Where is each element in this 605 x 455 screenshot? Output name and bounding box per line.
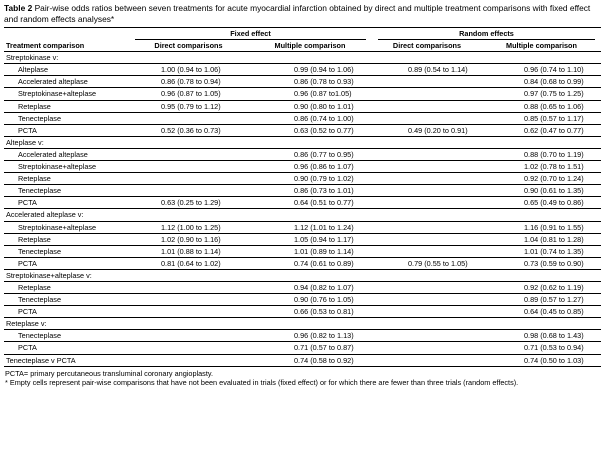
section-header-row <box>4 269 601 281</box>
comparison-name: Alteplase <box>4 64 129 76</box>
random-direct-cell: 0.49 (0.20 to 0.91) <box>372 124 482 136</box>
random-direct-cell <box>372 112 482 124</box>
comparison-name: PCTA <box>4 342 129 354</box>
comparison-name: Tenecteplase <box>4 294 129 306</box>
fixed-direct-cell <box>129 112 248 124</box>
fixed-direct-cell: 1.12 (1.00 to 1.25) <box>129 221 248 233</box>
comparison-name: PCTA <box>4 124 129 136</box>
fixed-multiple-cell: 0.64 (0.51 to 0.77) <box>248 197 372 209</box>
random-direct-cell <box>372 330 482 342</box>
random-direct-cell <box>372 233 482 245</box>
table-row <box>4 161 601 173</box>
random-multiple-cell: 0.88 (0.65 to 1.06) <box>482 100 601 112</box>
fixed-multiple-cell: 0.90 (0.79 to 1.02) <box>248 173 372 185</box>
random-direct-cell <box>372 354 482 366</box>
fixed-direct-cell: 0.81 (0.64 to 1.02) <box>129 257 248 269</box>
fixed-multiple-cell: 0.74 (0.58 to 0.92) <box>248 354 372 366</box>
fixed-multiple-cell: 0.96 (0.87 to1.05) <box>248 88 372 100</box>
random-multiple-cell: 0.74 (0.50 to 1.03) <box>482 354 601 366</box>
comparison-name: Accelerated alteplase <box>4 148 129 160</box>
fixed-direct-cell <box>129 173 248 185</box>
fixed-multiple-cell: 1.01 (0.89 to 1.14) <box>248 245 372 257</box>
fixed-multiple-cell: 0.86 (0.77 to 0.95) <box>248 148 372 160</box>
random-direct-cell <box>372 281 482 293</box>
fixed-multiple-cell: 0.66 (0.53 to 0.81) <box>248 306 372 318</box>
fixed-direct-cell: 0.52 (0.36 to 0.73) <box>129 124 248 136</box>
comparison-name: Tenecteplase <box>4 185 129 197</box>
random-multiple-cell: 0.96 (0.74 to 1.10) <box>482 64 601 76</box>
table-figure <box>4 0 601 388</box>
fixed-direct-cell <box>129 306 248 318</box>
table-row <box>4 64 601 76</box>
random-direct-cell: 0.89 (0.54 to 1.14) <box>372 64 482 76</box>
table-row <box>4 281 601 293</box>
section-header-row <box>4 209 601 221</box>
table-row <box>4 112 601 124</box>
note-abbreviation: PCTA= primary percutaneous transluminal coronary angioplasty. <box>5 368 213 378</box>
random-multiple-cell: 0.85 (0.57 to 1.17) <box>482 112 601 124</box>
table-row <box>4 306 601 318</box>
table-row <box>4 257 601 269</box>
random-direct-cell <box>372 306 482 318</box>
table-row <box>4 185 601 197</box>
random-multiple-cell: 0.73 (0.59 to 0.90) <box>482 257 601 269</box>
fixed-multiple-cell: 0.71 (0.57 to 0.87) <box>248 342 372 354</box>
random-multiple-cell: 0.89 (0.57 to 1.27) <box>482 294 601 306</box>
random-multiple-cell: 0.98 (0.68 to 1.43) <box>482 330 601 342</box>
random-direct-cell <box>372 197 482 209</box>
random-multiple-cell: 0.65 (0.49 to 0.86) <box>482 197 601 209</box>
random-multiple-cell: 1.01 (0.74 to 1.35) <box>482 245 601 257</box>
table-row <box>4 354 601 366</box>
section-title: Reteplase v: <box>4 318 601 330</box>
fixed-direct-cell <box>129 281 248 293</box>
section-title: Streptokinase v: <box>6 53 59 63</box>
section-header-row <box>4 136 601 148</box>
fixed-direct-cell: 0.86 (0.78 to 0.94) <box>129 76 248 88</box>
section-title: Accelerated alteplase v: <box>4 209 601 221</box>
table-row <box>4 233 601 245</box>
fixed-multiple-cell: 0.94 (0.82 to 1.07) <box>248 281 372 293</box>
fixed-direct-cell <box>129 342 248 354</box>
comparison-name: Reteplase <box>4 100 129 112</box>
fixed-multiple-cell: 0.63 (0.52 to 0.77) <box>248 124 372 136</box>
random-direct-cell <box>372 88 482 100</box>
random-multiple-cell: 1.04 (0.81 to 1.28) <box>482 233 601 245</box>
random-multiple-cell: 0.71 (0.53 to 0.94) <box>482 342 601 354</box>
fixed-multiple-cell: 0.96 (0.82 to 1.13) <box>248 330 372 342</box>
fixed-direct-cell <box>129 330 248 342</box>
header-random-direct: Direct comparisons <box>372 40 482 52</box>
comparison-name: Reteplase <box>4 233 129 245</box>
comparison-name: PCTA <box>4 197 129 209</box>
section-title: Alteplase v: <box>4 136 601 148</box>
random-multiple-cell: 1.02 (0.78 to 1.51) <box>482 161 601 173</box>
random-direct-cell <box>372 76 482 88</box>
table-row <box>4 245 601 257</box>
table-row <box>4 88 601 100</box>
fixed-direct-cell: 1.02 (0.90 to 1.16) <box>129 233 248 245</box>
fixed-multiple-cell: 1.12 (1.01 to 1.24) <box>248 221 372 233</box>
random-multiple-cell: 0.92 (0.70 to 1.24) <box>482 173 601 185</box>
fixed-direct-cell: 1.01 (0.88 to 1.14) <box>129 245 248 257</box>
fixed-multiple-cell: 0.86 (0.78 to 0.93) <box>248 76 372 88</box>
random-multiple-cell: 0.90 (0.61 to 1.35) <box>482 185 601 197</box>
comparison-name: Streptokinase+alteplase <box>4 88 129 100</box>
table-row <box>4 124 601 136</box>
comparison-name: Streptokinase+alteplase <box>4 161 129 173</box>
random-direct-cell <box>372 173 482 185</box>
fixed-direct-cell <box>129 185 248 197</box>
header-fixed-direct: Direct comparisons <box>129 40 248 52</box>
comparison-name: PCTA <box>4 306 129 318</box>
random-multiple-cell: 0.97 (0.75 to 1.25) <box>482 88 601 100</box>
fixed-direct-cell: 0.96 (0.87 to 1.05) <box>129 88 248 100</box>
header-treatment-comparison: Treatment comparison <box>4 40 129 52</box>
random-multiple-cell: 1.16 (0.91 to 1.55) <box>482 221 601 233</box>
header-fixed-multiple: Multiple comparison <box>248 40 372 52</box>
random-direct-cell <box>372 294 482 306</box>
table-row <box>4 342 601 354</box>
note-empty-cells: * Empty cells represent pair-wise comparisons that have not been evaluated in trials (fixed effect) or for which there are fewer than three trials (random effects). <box>5 378 519 388</box>
fixed-multiple-cell: 0.96 (0.86 to 1.07) <box>248 161 372 173</box>
comparison-name: Accelerated alteplase <box>4 76 129 88</box>
random-direct-cell <box>372 185 482 197</box>
table-notes <box>4 369 601 389</box>
table-row <box>4 173 601 185</box>
fixed-direct-cell <box>129 148 248 160</box>
table-caption <box>4 3 601 24</box>
random-direct-cell <box>372 161 482 173</box>
fixed-multiple-cell: 0.99 (0.94 to 1.06) <box>248 64 372 76</box>
comparison-name: Tenecteplase <box>4 245 129 257</box>
fixed-multiple-cell: 0.90 (0.80 to 1.01) <box>248 100 372 112</box>
random-direct-cell <box>372 148 482 160</box>
fixed-direct-cell: 0.63 (0.25 to 1.29) <box>129 197 248 209</box>
fixed-multiple-cell: 0.86 (0.73 to 1.01) <box>248 185 372 197</box>
table-row <box>4 294 601 306</box>
comparison-name: PCTA <box>4 257 129 269</box>
comparison-name: Tenecteplase <box>4 112 129 124</box>
fixed-multiple-cell: 0.90 (0.76 to 1.05) <box>248 294 372 306</box>
random-direct-cell <box>372 100 482 112</box>
comparison-name: Reteplase <box>4 173 129 185</box>
header-blank <box>4 28 129 41</box>
random-direct-cell <box>372 221 482 233</box>
header-random-effects: Random effects <box>372 28 601 41</box>
table-row <box>4 148 601 160</box>
comparison-name: Tenecteplase <box>4 330 129 342</box>
comparison-group-name: Tenecteplase v PCTA <box>4 354 129 366</box>
section-title: Streptokinase+alteplase v: <box>4 269 601 281</box>
fixed-multiple-cell: 0.86 (0.74 to 1.00) <box>248 112 372 124</box>
random-direct-cell <box>372 342 482 354</box>
section-header-row <box>4 52 601 64</box>
fixed-multiple-cell: 0.74 (0.61 to 0.89) <box>248 257 372 269</box>
comparison-name: Streptokinase+alteplase <box>4 221 129 233</box>
odds-ratio-table <box>4 27 601 367</box>
fixed-direct-cell <box>129 294 248 306</box>
fixed-direct-cell <box>129 161 248 173</box>
table-row <box>4 100 601 112</box>
table-body <box>4 52 601 366</box>
section-header-row <box>4 318 601 330</box>
random-multiple-cell: 0.64 (0.45 to 0.85) <box>482 306 601 318</box>
random-multiple-cell: 0.62 (0.47 to 0.77) <box>482 124 601 136</box>
table-row <box>4 221 601 233</box>
header-random-multiple: Multiple comparison <box>482 40 601 52</box>
fixed-multiple-cell: 1.05 (0.94 to 1.17) <box>248 233 372 245</box>
table-row <box>4 197 601 209</box>
fixed-direct-cell: 0.95 (0.79 to 1.12) <box>129 100 248 112</box>
table-label: Table 2 <box>4 3 33 13</box>
random-multiple-cell: 0.92 (0.62 to 1.19) <box>482 281 601 293</box>
random-multiple-cell: 0.88 (0.70 to 1.19) <box>482 148 601 160</box>
header-fixed-effect: Fixed effect <box>129 28 372 41</box>
fixed-direct-cell <box>129 354 248 366</box>
random-direct-cell: 0.79 (0.55 to 1.05) <box>372 257 482 269</box>
random-multiple-cell: 0.84 (0.68 to 0.99) <box>482 76 601 88</box>
table-row <box>4 330 601 342</box>
caption-text: Pair-wise odds ratios between seven treatments for acute myocardial infarction obtained by direct and multiple treatment comparisons with fixed effect and random effects analyses* <box>4 3 591 24</box>
comparison-name: Reteplase <box>4 281 129 293</box>
random-direct-cell <box>372 245 482 257</box>
table-row <box>4 76 601 88</box>
fixed-direct-cell: 1.00 (0.94 to 1.06) <box>129 64 248 76</box>
